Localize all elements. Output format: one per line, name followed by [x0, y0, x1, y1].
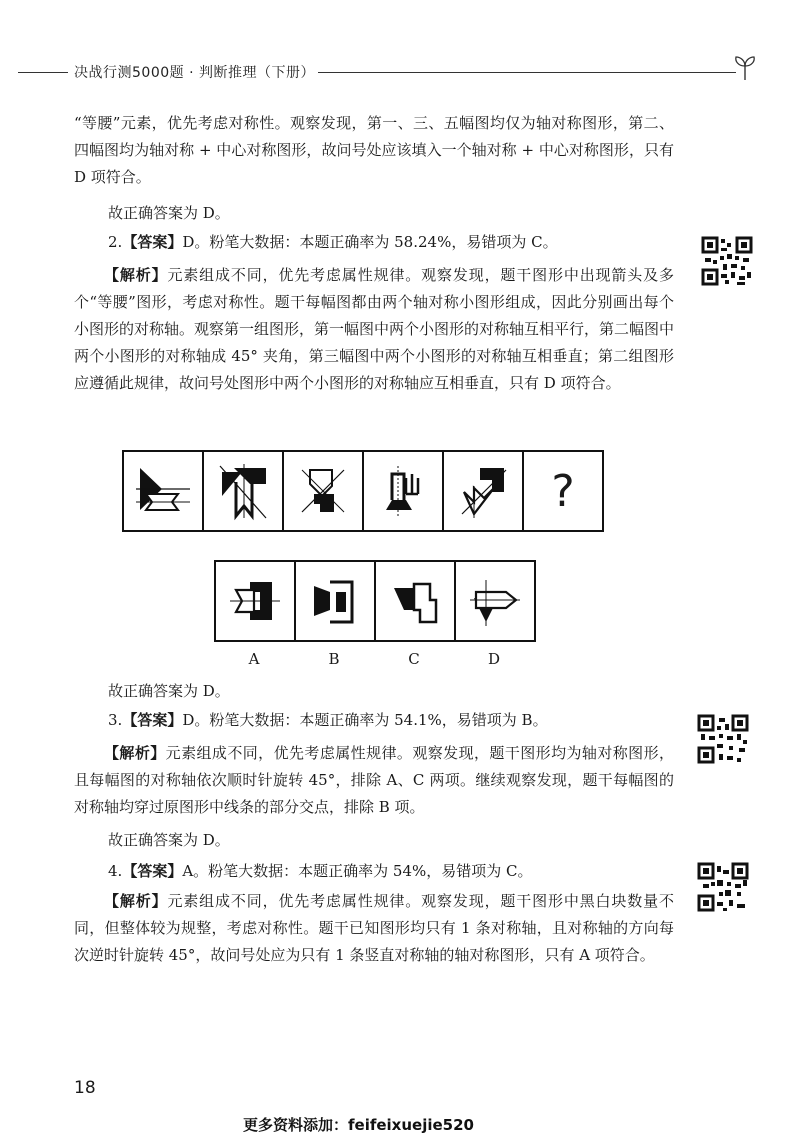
page-number: 18: [74, 1078, 96, 1098]
header-rule-right: [318, 72, 736, 73]
qr-code-icon: [697, 714, 749, 764]
answer-line-q3: [108, 707, 674, 734]
option-labels: [214, 650, 534, 668]
explanation-q3: [74, 740, 674, 821]
qr-code-icon: [701, 236, 753, 286]
figure-1: [124, 452, 204, 530]
figure-2-shape: [212, 460, 274, 522]
book-title: 决战行测5000题 · 判断推理（下册）: [74, 65, 315, 81]
sprout-icon: [732, 54, 758, 82]
conclusion-2: 故正确答案为 D。: [108, 682, 230, 700]
paragraph-continuation: “等腰”元素，优先考虑对称性。观察发现，第一、三、五幅图均仅为轴对称图形，第二、四幅图均为轴对称 + 中心对称图形，故问号处应该填入一个轴对称 + 中心对称图形，只有 D 项符合。: [74, 114, 674, 186]
qr-code-icon: [697, 862, 749, 912]
answer-line-q2: [108, 229, 674, 256]
explain-tag: 【解析】: [104, 266, 168, 284]
answer-text: D。粉笔大数据：本题正确率为 54.1%，易错项为 B。: [182, 711, 548, 729]
option-b-figure: [296, 562, 376, 640]
option-a-shape: [224, 570, 286, 632]
answer-tag: 【答案】: [122, 711, 183, 729]
option-b-shape: [304, 570, 366, 632]
footer-watermark: 更多资料添加：feifeixuejie520: [243, 1116, 474, 1134]
answer-line-q4: [108, 858, 674, 885]
conclusion-1: 故正确答案为 D。: [108, 204, 230, 222]
answer-tag: 【答案】: [122, 233, 183, 251]
answer-text: D。粉笔大数据：本题正确率为 58.24%，易错项为 C。: [182, 233, 558, 251]
option-a-label: A: [248, 650, 260, 668]
option-b-label: B: [328, 650, 340, 668]
figure-5-shape: [452, 460, 514, 522]
explain-tag: 【解析】: [104, 744, 166, 762]
running-header: [0, 58, 800, 88]
answer-tag: 【答案】: [122, 862, 183, 880]
q2-number: 2.: [108, 233, 123, 251]
option-c-label: C: [408, 650, 420, 668]
explanation-q2: [74, 262, 674, 397]
explain-text: 元素组成不同，优先考虑属性规律。观察发现，题干图形中出现箭头及多个“等腰”图形，考虑对称性。题干每幅图都由两个轴对称小图形组成，因此分别画出每个小图形的对称轴。观察第一组图形，第一幅图中两个小图形的对称轴互相平行，第二幅图中两个小图形的对称轴成 45° 夹角，第三幅图中两个小图形的对称轴互相垂直；第二组图形应遵循此规律，故问号处图形中两个小图形的对称轴应互相垂直，只有 D 项符合。: [74, 266, 675, 392]
figure-4: [364, 452, 444, 530]
figure-4-shape: [372, 460, 434, 522]
conclusion-3: 故正确答案为 D。: [108, 831, 230, 849]
figure-6-unknown: [524, 452, 602, 530]
explanation-q4: [74, 888, 674, 969]
option-d-label: D: [487, 650, 501, 668]
figure-3: [284, 452, 364, 530]
figure-3-shape: [292, 460, 354, 522]
option-d-shape: [464, 570, 526, 632]
figure-1-shape: [132, 460, 194, 522]
question-mark: ?: [551, 465, 575, 517]
option-figures: [214, 560, 536, 642]
option-d-figure: [456, 562, 534, 640]
option-a-figure: [216, 562, 296, 640]
q4-number: 4.: [108, 862, 123, 880]
question-figures: [122, 450, 604, 532]
q3-number: 3.: [108, 711, 123, 729]
explain-text: 元素组成不同，优先考虑属性规律。观察发现，题干图形均为轴对称图形，且每幅图的对称轴依次顺时针旋转 45°，排除 A、C 两项。继续观察发现，题干每幅图的对称轴均穿过原图形中线条的部分交点，排除 B 项。: [74, 744, 674, 816]
option-c-figure: [376, 562, 456, 640]
option-c-shape: [384, 570, 446, 632]
header-rule-left: [18, 72, 68, 73]
figure-2: [204, 452, 284, 530]
explain-text: 元素组成不同，优先考虑属性规律。观察发现，题干图形中黑白块数量不同，但整体较为规整，考虑对称性。题干已知图形均只有 1 条对称轴，且对称轴的方向每次逆时针旋转 45°，故问号处应为只有 1 条竖直对称轴的轴对称图形，只有 A 项符合。: [74, 892, 674, 964]
figure-5: [444, 452, 524, 530]
answer-text: A。粉笔大数据：本题正确率为 54%，易错项为 C。: [182, 862, 533, 880]
explain-tag: 【解析】: [104, 892, 168, 910]
